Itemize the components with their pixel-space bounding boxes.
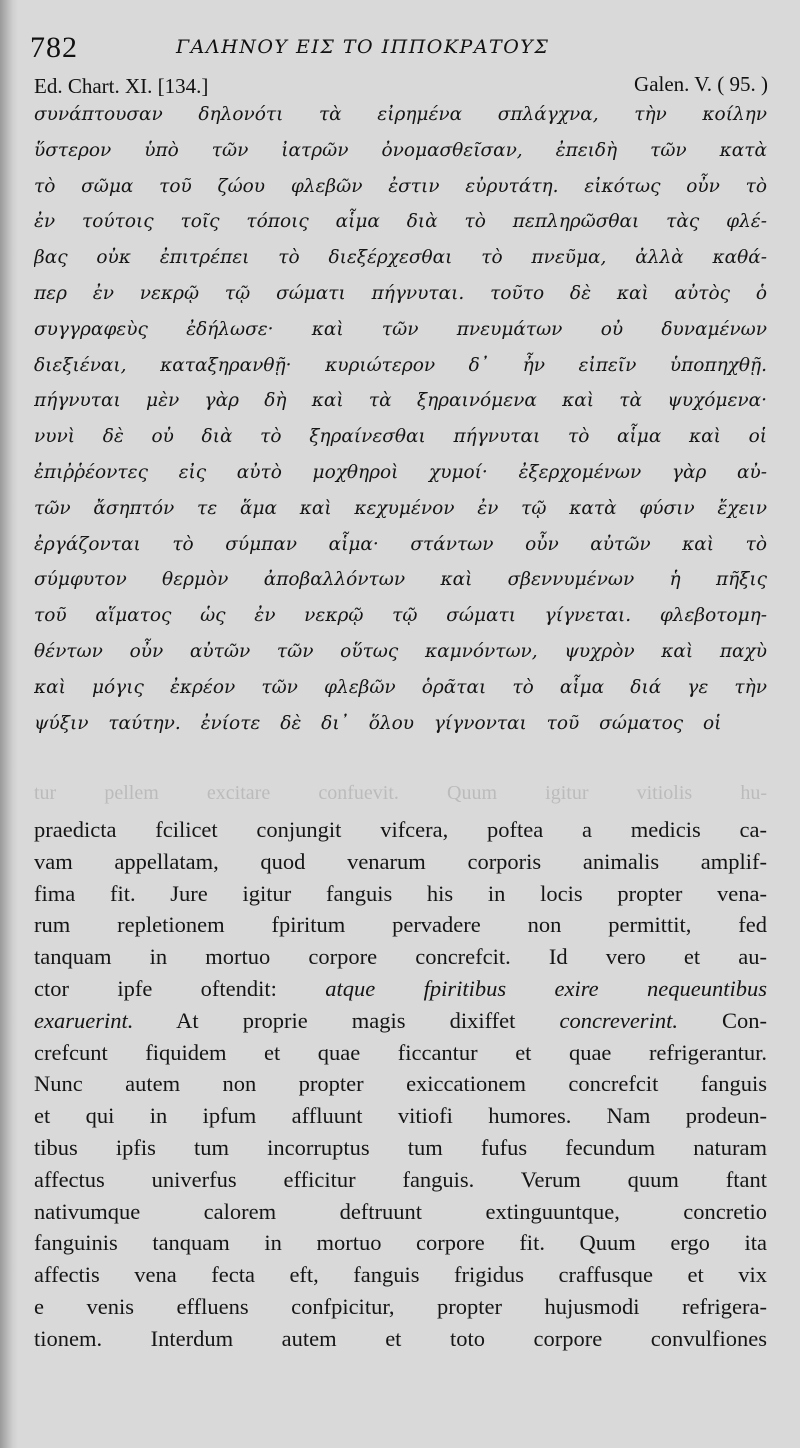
latin-text-line	[34, 1196, 767, 1228]
edition-reference-left: Ed. Chart. XI. [134.]	[34, 74, 209, 98]
latin-text-segment: ctor ipfe oftendit:	[34, 975, 326, 1001]
greek-text-line: νυνὶ δὲ οὐ διὰ τὸ ξηραίνεσθαι πήγνυται τὸ αἷμα καὶ οἱ	[34, 426, 767, 448]
greek-text-line: πήγνυται μὲν γὰρ δὴ καὶ τὰ ξηραινόμενα καὶ τὰ ψυχόμενα·	[34, 390, 767, 412]
latin-text-segment: Nunc autem non propter exiccationem concrefcit fanguis	[34, 1071, 767, 1097]
greek-text-line: ἐν τούτοις τοῖς τόποις αἷμα διὰ τὸ πεπληρῶσθαι τὰς φλέ-	[34, 211, 767, 233]
greek-text-line: ψύξιν ταύτην. ἐνίοτε δὲ δι᾽ ὅλου γίγνονται τοῦ σώματος οἱ	[34, 712, 722, 734]
greek-text-line: σύμφυτον θερμὸν ἀποβαλλόντων καὶ σβεννυμένων ἡ πῆξις	[34, 569, 767, 591]
edition-reference-right: Galen. V. ( 95. )	[634, 72, 768, 96]
greek-text-line: συνάπτουσαν δηλονότι τὰ εἰρημένα σπλάγχνα, τὴν κοίλην	[34, 104, 767, 125]
latin-text-line	[34, 1005, 767, 1037]
latin-text-segment: fima fit. Jure igitur fanguis his in locis propter vena-	[34, 880, 767, 906]
latin-text-block	[34, 814, 767, 1355]
latin-text-line	[34, 1227, 767, 1259]
latin-text-line	[34, 973, 767, 1005]
greek-text-line: συγγραφεὺς ἐδήλωσε· καὶ τῶν πνευμάτων οὐ δυναμένων	[34, 318, 767, 340]
latin-text-segment: affectis vena fecta eft, fanguis frigidus craffusque et vix	[34, 1262, 767, 1288]
latin-text-segment: et qui in ipfum affluunt vitiofi humores. Nam prodeun-	[34, 1103, 767, 1129]
latin-text-line	[34, 1037, 767, 1069]
latin-text-segment: rum repletionem fpiritum pervadere non permittit, fed	[34, 912, 767, 938]
greek-text-line: θέντων οὖν αὐτῶν τῶν οὕτως καμνόντων, ψυχρὸν καὶ παχὺ	[34, 640, 767, 662]
latin-italic-quote: concreverint.	[559, 1007, 678, 1033]
greek-text-line: ὕστερον ὑπὸ τῶν ἰατρῶν ὀνομασθεῖσαν, ἐπειδὴ τῶν κατὰ	[34, 139, 767, 161]
latin-italic-quote: exaruerint.	[34, 1007, 134, 1033]
latin-text-line	[34, 941, 767, 973]
greek-text-line: τοῦ αἵματος ὡς ἐν νεκρῷ τῷ σώματι γίγνεται. φλεβοτομη-	[34, 605, 767, 627]
latin-text-segment: praedicta fcilicet conjungit vifcera, poftea a medicis ca-	[34, 817, 767, 842]
latin-text-segment: Con-	[677, 1007, 767, 1033]
latin-text-line	[34, 1068, 767, 1100]
latin-text-line	[34, 814, 767, 846]
page-gutter-shadow	[0, 0, 18, 1448]
latin-text-line	[34, 878, 767, 910]
greek-text-line: τῶν ἄσηπτόν τε ἅμα καὶ κεχυμένον ἐν τῷ κατὰ φύσιν ἔχειν	[34, 497, 767, 519]
latin-text-line	[34, 909, 767, 941]
latin-text-line	[34, 1259, 767, 1291]
greek-text-line: διεξιέναι, καταξηρανθῇ· κυριώτερον δ᾽ ἦν εἰπεῖν ὑποπηχθῇ.	[34, 354, 767, 376]
latin-text-line	[34, 1100, 767, 1132]
greek-text-line: καὶ μόγις ἐκρέον τῶν φλεβῶν ὁρᾶται τὸ αἷμα διά γε τὴν	[34, 676, 767, 698]
latin-text-segment: tibus ipfis tum incorruptus tum fufus fecundum naturam	[34, 1134, 767, 1160]
latin-italic-quote: atque fpiritibus exire nequeuntibus	[325, 975, 767, 1001]
latin-text-segment: affectus univerfus efficitur fanguis. Verum quum ftant	[34, 1166, 767, 1192]
greek-text-line: ἐργάζονται τὸ σύμπαν αἷμα· στάντων οὖν αὐτῶν καὶ τὸ	[34, 533, 767, 555]
latin-text-line	[34, 846, 767, 878]
greek-text-line: ἐπιῤῥέοντες εἰς αὐτὸ μοχθηροὶ χυμοί· ἐξερχομένων γὰρ αὐ-	[34, 461, 767, 483]
greek-text-line: βας οὐκ ἐπιτρέπει τὸ διεξέρχεσθαι τὸ πνεῦμα, ἀλλὰ καθά-	[34, 247, 767, 269]
latin-text-segment: vam appellatam, quod venarum corporis animalis amplif-	[34, 848, 767, 874]
latin-text-line	[34, 1164, 767, 1196]
latin-text-segment: At proprie magis dixiffet	[133, 1007, 560, 1033]
running-title: ΓΑΛΗΝΟΥ ΕΙΣ ΤΟ ΙΠΠΟΚΡΑΤΟΥΣ	[176, 36, 550, 58]
greek-text-line: τὸ σῶμα τοῦ ζώου φλεβῶν ἐστιν εὐρυτάτη. εἰκότως οὖν τὸ	[34, 175, 767, 197]
latin-text-line	[34, 1323, 767, 1355]
latin-text-segment: e venis effluens confpicitur, propter hujusmodi refrigera-	[34, 1293, 767, 1319]
latin-text-segment: tionem. Interdum autem et toto corpore convulfiones	[34, 1325, 767, 1351]
greek-text-line: περ ἐν νεκρῷ τῷ σώματι πήγνυται. τοῦτο δὲ καὶ αὐτὸς ὁ	[34, 282, 767, 304]
latin-text-line	[34, 1132, 767, 1164]
latin-text-segment: nativumque calorem deftruunt extinguuntque, concretio	[34, 1198, 767, 1224]
latin-text-segment: fanguinis tanquam in mortuo corpore fit. Quum ergo ita	[34, 1230, 767, 1256]
bleed-through-text: tur pellem excitare confuevit. Quum igitur vitiolis hu-	[34, 782, 767, 804]
greek-text-block	[34, 97, 767, 741]
latin-text-line	[34, 1291, 767, 1323]
latin-text-segment: tanquam in mortuo corpore concrefcit. Id vero et au-	[34, 944, 767, 970]
latin-text-segment: crefcunt fiquidem et quae ficcantur et quae refrigerantur.	[34, 1039, 767, 1065]
page-number: 782	[30, 31, 78, 64]
